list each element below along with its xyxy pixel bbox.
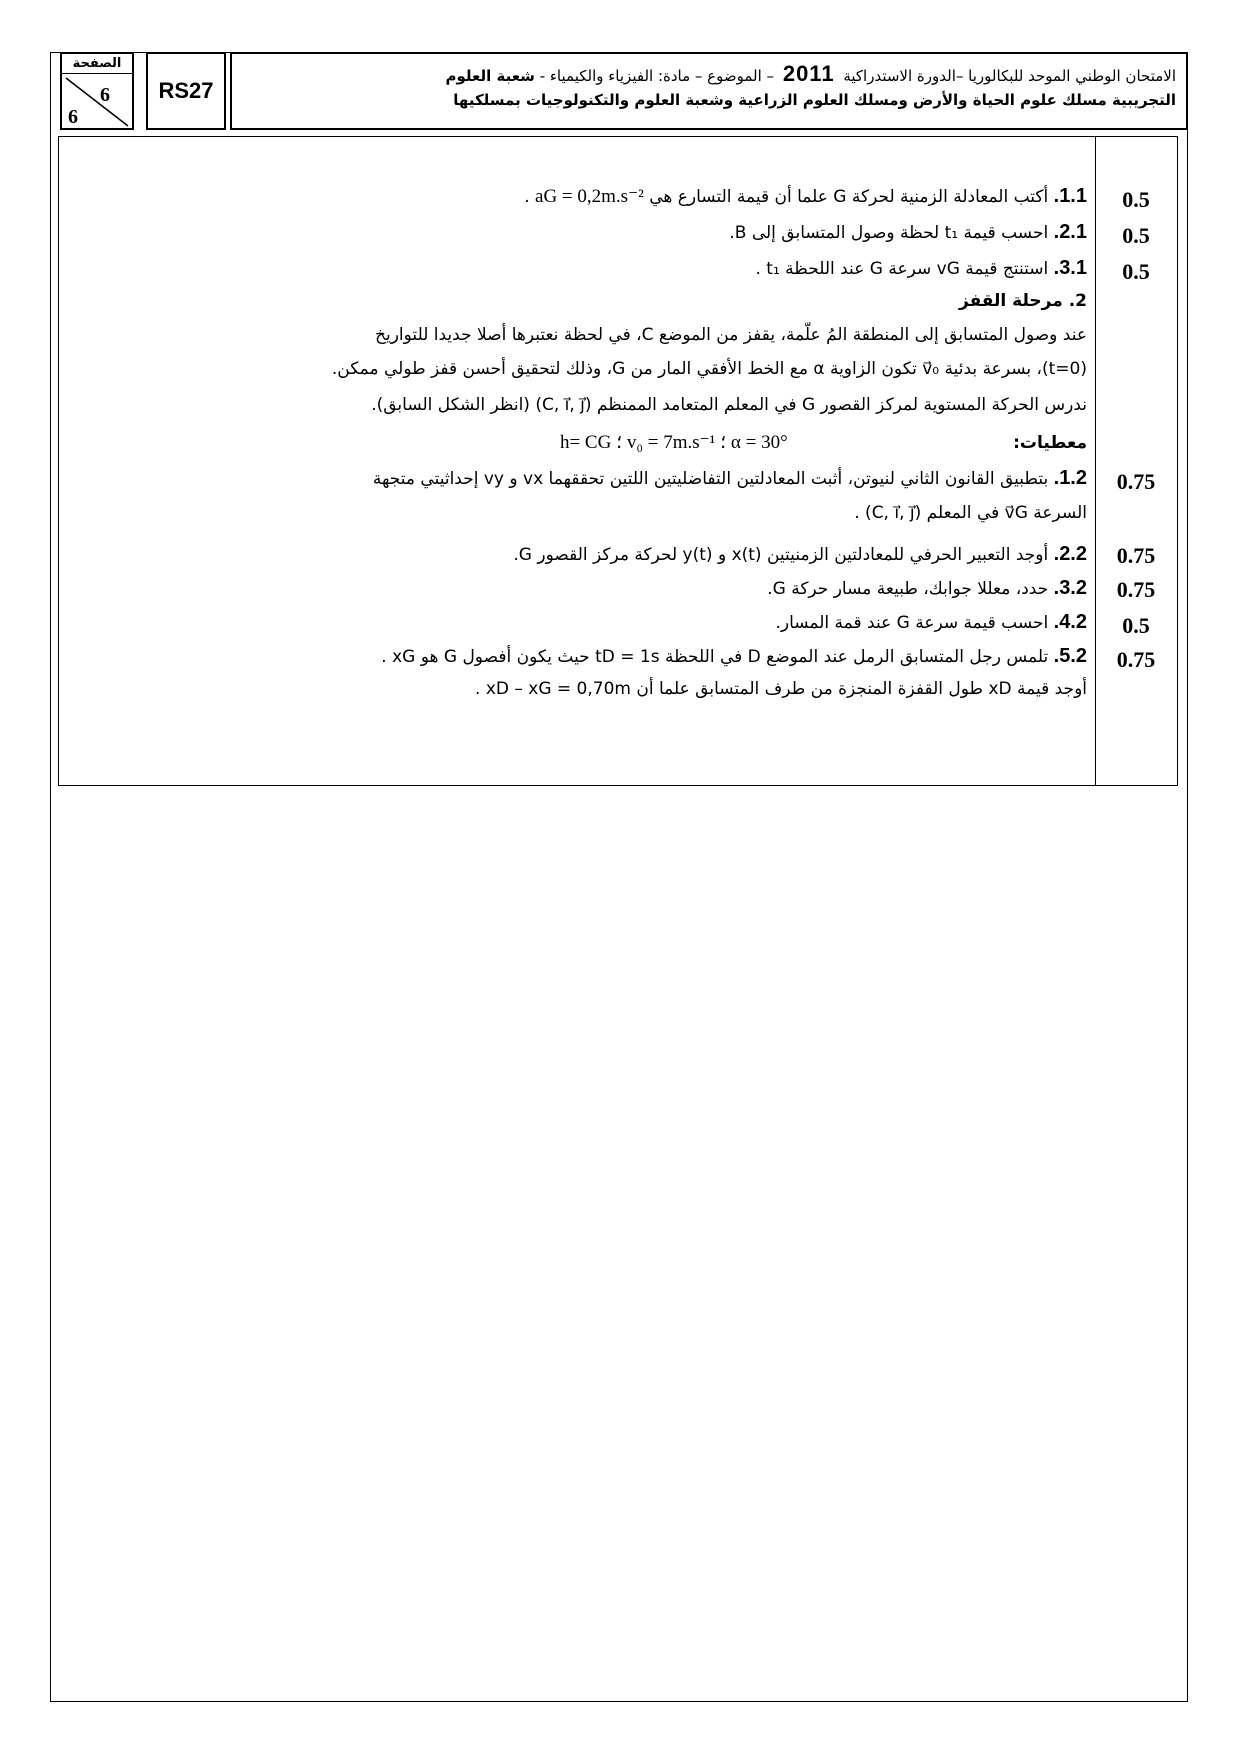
page-label: الصفحة <box>62 56 132 74</box>
question-text: بتطبيق القانون الثاني لنيوتن، أثبت المعادلتين التفاضليتين اللتين تحققهما vx و vy إحداثيتي متجهة <box>372 469 1049 489</box>
question-text: احسب قيمة t₁ لحظة وصول المتسابق إلى B. <box>729 223 1049 243</box>
page-total: 6 <box>68 106 78 128</box>
section-2-para-1: عند وصول المتسابق إلى المنطقة المُ علّمة، يقفز من الموضع C، في لحظة نعتبرها أصلا جديدا للتواريخ <box>375 325 1087 345</box>
exam-code-box <box>146 52 226 130</box>
exam-title-line2: التجريبية مسلك علوم الحياة والأرض ومسلك العلوم الزراعية وشعبة العلوم والتكنولوجيات بمسلكيها <box>453 91 1176 109</box>
question-1-2-line-2: السرعة v⃗G في المعلم (C, i⃗, j⃗) . <box>854 503 1087 523</box>
mark-3-1: 0.5 <box>1122 259 1150 284</box>
question-table <box>58 136 1178 786</box>
question-1-1 <box>524 185 1087 208</box>
title-part-b: – الموضوع – مادة: الفيزياء والكيمياء - <box>539 67 775 85</box>
question-number: 1.2. <box>1053 467 1087 489</box>
data-label: معطيات: <box>1013 433 1087 453</box>
question-2-1 <box>729 221 1087 244</box>
question-number: 3.2. <box>1053 577 1087 599</box>
question-5-2 <box>381 645 1087 668</box>
mark-4-2: 0.5 <box>1122 613 1150 638</box>
question-number: 1.1. <box>1053 185 1087 207</box>
section-2-para-3: ندرس الحركة المستوية لمركز القصور G في المعلم المتعامد الممنظم (C, i⃗, j⃗) (انظر الشكل السابق). <box>371 395 1087 415</box>
question-number: 3.1. <box>1053 257 1087 279</box>
question-4-2 <box>775 611 1087 634</box>
question-number: 5.2. <box>1053 645 1087 667</box>
exam-year: 2011 <box>782 61 835 86</box>
exam-title-box <box>230 52 1188 130</box>
page-current: 6 <box>100 84 110 106</box>
page-number-box <box>60 52 134 130</box>
question-1-2 <box>373 467 1087 490</box>
question-formula: aG = 0,2m.s⁻² <box>535 186 644 207</box>
question-text: استنتج قيمة vG سرعة G عند اللحظة t₁ . <box>755 259 1049 279</box>
question-number: 2.1. <box>1053 221 1087 243</box>
mark-3-2: 0.75 <box>1116 577 1156 602</box>
mark-1-1: 0.5 <box>1122 187 1150 212</box>
question-number: 2.2. <box>1053 543 1087 565</box>
question-number: 4.2. <box>1053 611 1087 633</box>
section-2-para-2: (t=0)، بسرعة بدئية v⃗₀ تكون الزاوية α مع الخط الأفقي المار من G، وذلك لتحقيق أحسن قفز طولي ممكن. <box>331 359 1087 379</box>
question-3-1 <box>755 257 1087 280</box>
question-5-2-line-2: أوجد قيمة xD طول القفزة المنجزة من طرف المتسابق علما أن xD – xG = 0,70m . <box>475 679 1087 699</box>
question-text: أكتب المعادلة الزمنية لحركة G علما أن قيمة التسارع هي <box>649 187 1049 207</box>
data-values: h= CG ؛ v₀ = 7m.s⁻¹ ؛ α = 30° <box>559 432 788 453</box>
question-text: احسب قيمة سرعة G عند قمة المسار. <box>775 613 1049 633</box>
mark-2-1: 0.5 <box>1122 223 1150 248</box>
exam-code: RS27 <box>158 78 214 103</box>
section-2-title: 2. مرحلة القفز <box>959 291 1087 311</box>
question-text: تلمس رجل المتسابق الرمل عند الموضع D في اللحظة tD = 1s حيث يكون أفصول G هو xG . <box>381 647 1049 667</box>
mark-5-2: 0.75 <box>1116 647 1156 672</box>
exam-header <box>60 52 1188 130</box>
exam-title-line1 <box>242 62 1176 88</box>
questions-column <box>59 137 1095 785</box>
question-text: أوجد التعبير الحرفي للمعادلتين الزمنيتين x(t) و y(t) لحركة مركز القصور G. <box>513 545 1049 565</box>
question-end: . <box>524 187 530 207</box>
question-3-2 <box>767 577 1087 600</box>
mark-1-2: 0.75 <box>1116 469 1156 494</box>
title-part-c: شعبة العلوم <box>445 67 535 85</box>
title-part-a: الامتحان الوطني الموحد للبكالوريا –الدورة الاستدراكية <box>843 67 1176 85</box>
question-2-2 <box>513 543 1087 566</box>
section-2-data <box>560 431 1087 454</box>
question-text: حدد، معللا جوابك، طبيعة مسار حركة G. <box>767 579 1049 599</box>
mark-2-2: 0.75 <box>1116 543 1156 568</box>
